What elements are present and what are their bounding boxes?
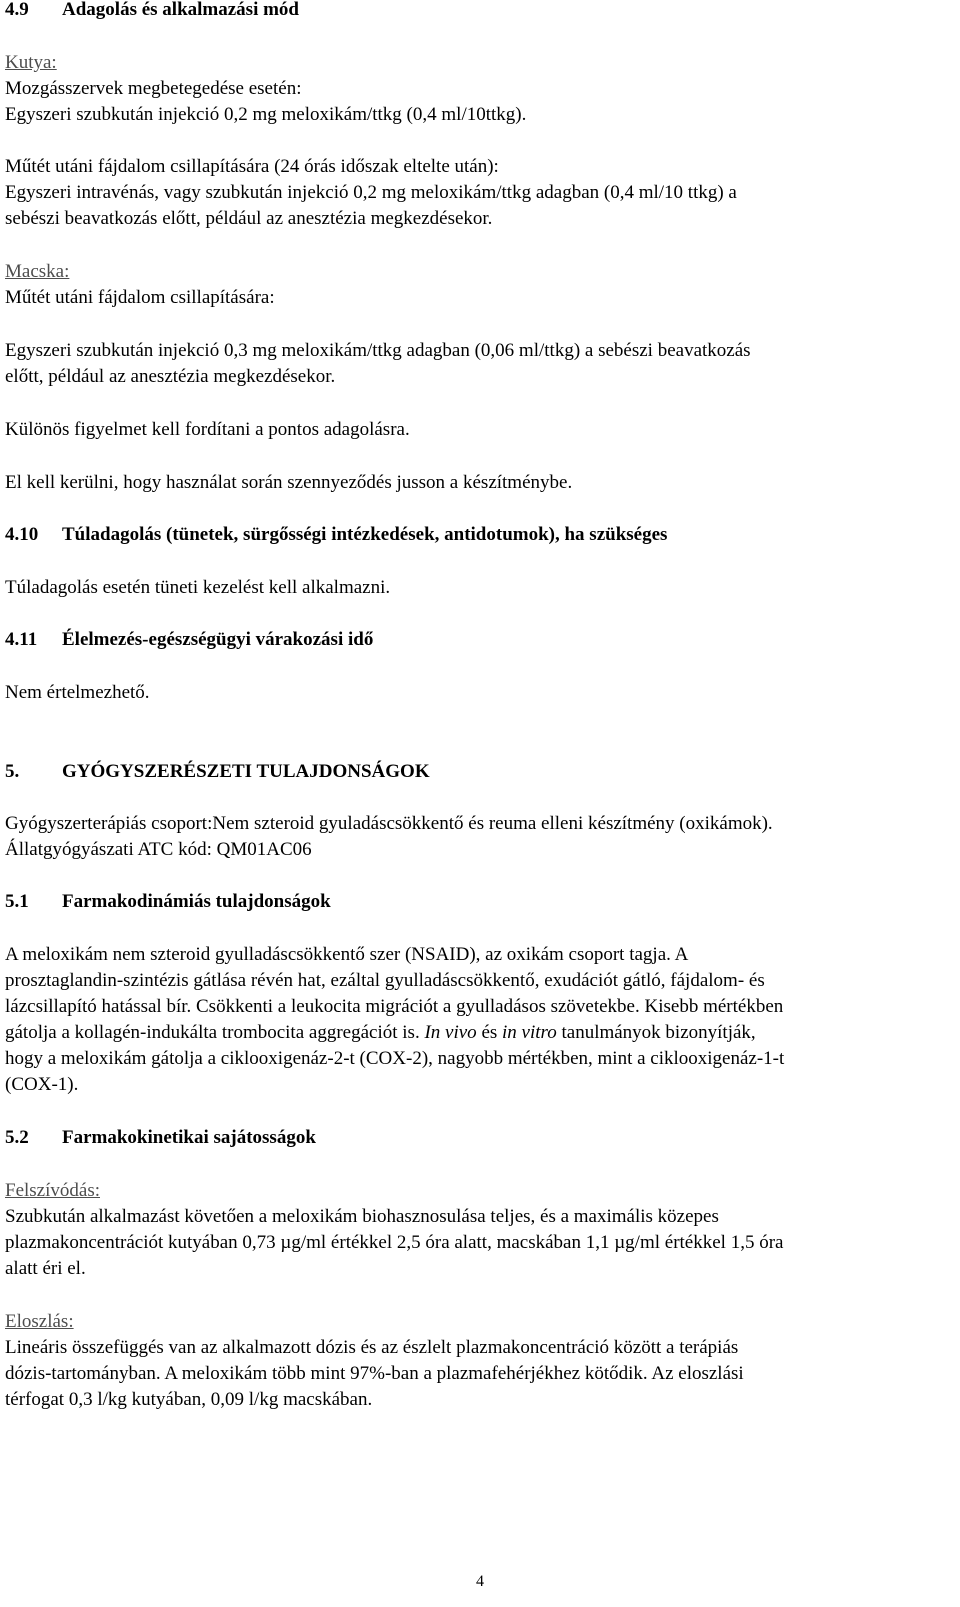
dog-label-line [5, 50, 940, 76]
section-number: 5.1 [5, 891, 29, 912]
absorption-line-1: Szubkután alkalmazást követően a meloxikám biohasznosulása teljes, és a maximális közepes [5, 1206, 719, 1227]
dog-label: Kutya: [5, 52, 57, 73]
section-number: 4.9 [5, 0, 29, 20]
absorption-label: Felszívódás: [5, 1180, 100, 1201]
section-4-10-text: Túladagolás esetén tüneti kezelést kell alkalmazni. [5, 577, 391, 598]
section-title: Adagolás és alkalmazási mód [62, 0, 299, 20]
section-title: GYÓGYSZERÉSZETI TULAJDONSÁGOK [62, 761, 430, 782]
cat-line-1: Műtét utáni fájdalom csillapítására: [5, 287, 275, 308]
section-5-1-line-4 [5, 1020, 940, 1046]
distribution-line-3: térfogat 0,3 l/kg kutyában, 0,09 l/kg macskában. [5, 1389, 373, 1410]
dog-line-4: Egyszeri intravénás, vagy szubkután injekció 0,2 mg meloxikám/ttkg adagban (0,4 ml/10 ttkg) a [5, 182, 737, 203]
dog-line-5: sebészi beavatkozás előtt, például az anesztézia megkezdésekor. [5, 208, 493, 229]
distribution-line-1: Lineáris összefüggés van az alkalmazott dózis és az észlelt plazmakoncentráció között a terápiás [5, 1337, 739, 1358]
distribution-line-2: dózis-tartományban. A meloxikám több mint 97%-ban a plazmafehérjékhez kötődik. Az eloszlási [5, 1363, 744, 1384]
section-5-1-heading [5, 889, 940, 915]
distribution-label-line [5, 1309, 940, 1335]
section-4-10-heading [5, 522, 940, 548]
absorption-line-2: plazmakoncentrációt kutyában 0,73 µg/ml értékkel 2,5 óra alatt, macskában 1,1 µg/ml értékkel 1,5 óra [5, 1232, 784, 1253]
cat-line-4: Különös figyelmet kell fordítani a pontos adagolásra. [5, 419, 410, 440]
dog-line-1: Mozgásszervek megbetegedése esetén: [5, 78, 302, 99]
dog-line-2: Egyszeri szubkután injekció 0,2 mg meloxikám/ttkg (0,4 ml/10ttkg). [5, 104, 527, 125]
section-5-heading [5, 759, 940, 785]
section-number: 5. [5, 761, 20, 782]
section-5-1-line-2: prosztaglandin-szintézis gátlása révén hat, ezáltal gyulladáscsökkentő, exudációt gátló, fájdalom- és [5, 970, 765, 991]
dog-line-3: Műtét utáni fájdalom csillapítására (24 órás időszak eltelte után): [5, 156, 499, 177]
section-number: 4.11 [5, 629, 38, 650]
section-4-11-text: Nem értelmezhető. [5, 682, 150, 703]
cat-line-5: El kell kerülni, hogy használat során szennyeződés jusson a készítménybe. [5, 472, 573, 493]
section-title: Farmakokinetikai sajátosságok [62, 1127, 316, 1148]
in-vivo-term: In vivo [424, 1022, 477, 1043]
section-5-2-heading [5, 1125, 940, 1151]
absorption-line-3: alatt éri el. [5, 1258, 86, 1279]
section-5-1-line-3: lázcsillapító hatással bír. Csökkenti a leukocita migrációt a gyulladásos szövetekbe. Kisebb mértékben [5, 996, 784, 1017]
page-number: 4 [476, 1573, 484, 1590]
section-title: Farmakodinámiás tulajdonságok [62, 891, 331, 912]
section-number: 4.10 [5, 524, 39, 545]
section-number: 5.2 [5, 1127, 29, 1148]
distribution-label: Eloszlás: [5, 1311, 74, 1332]
section-5-1-line-5: hogy a meloxikám gátolja a ciklooxigenáz-2-t (COX-2), nagyobb mértékben, mint a ciklooxigenáz-1-t [5, 1048, 785, 1069]
line-4-part-a: gátolja a kollagén-indukálta trombocita aggregációt is. [5, 1022, 425, 1043]
section-title: Túladagolás (tünetek, sürgősségi intézkedések, antidotumok), ha szükséges [62, 524, 668, 545]
cat-line-2: Egyszeri szubkután injekció 0,3 mg meloxikám/ttkg adagban (0,06 ml/ttkg) a sebészi beavatkozás [5, 340, 751, 361]
section-5-1-line-6: (COX-1). [5, 1074, 79, 1095]
cat-label-line [5, 259, 940, 285]
section-5-1-line-1: A meloxikám nem szteroid gyulladáscsökkentő szer (NSAID), az oxikám csoport tagja. A [5, 944, 689, 965]
line-4-part-e: tanulmányok bizonyítják, [556, 1022, 756, 1043]
section-title: Élelmezés-egészségügyi várakozási idő [62, 629, 374, 650]
section-5-line-1: Gyógyszerterápiás csoport:Nem szteroid gyuladáscsökkentő és reuma elleni készítmény (oxikámok). [5, 813, 773, 834]
section-4-9-heading [5, 0, 940, 23]
section-5-line-2: Állatgyógyászati ATC kód: QM01AC06 [5, 839, 312, 860]
in-vitro-term: in vitro [502, 1022, 557, 1043]
line-4-part-c: és [476, 1022, 503, 1043]
cat-label: Macska: [5, 261, 70, 282]
section-4-11-heading [5, 627, 940, 653]
absorption-label-line [5, 1178, 940, 1204]
cat-line-3: előtt, például az anesztézia megkezdésekor. [5, 366, 336, 387]
